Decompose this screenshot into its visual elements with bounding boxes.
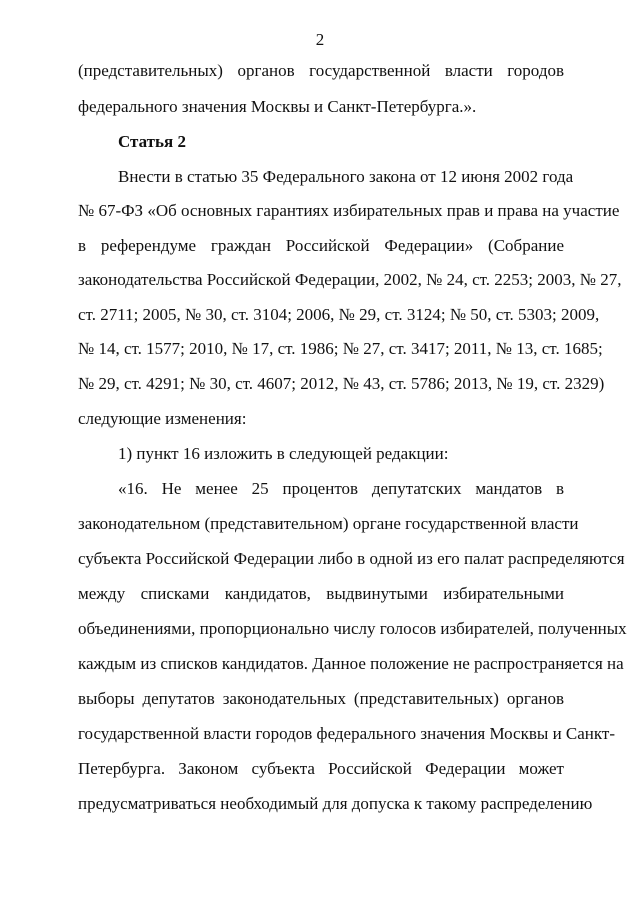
text-line: выборы депутатов законодательных (представительных) органов	[78, 689, 564, 708]
text-line: Петербурга. Законом субъекта Российской Федерации может	[78, 759, 564, 778]
text-line: законодательном (представительном) органе государственной власти	[78, 514, 579, 533]
text-line: ст. 2711; 2005, № 30, ст. 3104; 2006, № 29, ст. 3124; № 50, ст. 5303; 2009,	[78, 305, 600, 324]
text-line: федерального значения Москвы и Санкт-Петербурга.».	[78, 97, 477, 116]
list-item-text: 1) пункт 16 изложить в следующей редакции:	[118, 444, 449, 463]
text-line: «16. Не менее 25 процентов депутатских мандатов в	[118, 479, 564, 498]
text-line: в референдуме граждан Российской Федерации» (Собрание	[78, 236, 564, 255]
article-heading: Статья 2	[118, 132, 186, 151]
text-line: Внести в статью 35 Федерального закона от 12 июня 2002 года	[118, 167, 574, 186]
text-line: предусматриваться необходимый для допуска к такому распределению	[78, 794, 593, 813]
page-number: 2	[315, 30, 325, 49]
text-line: следующие изменения:	[78, 409, 247, 428]
text-line: законодательства Российской Федерации, 2002, № 24, ст. 2253; 2003, № 27,	[78, 270, 622, 289]
text-line: объединениями, пропорционально числу голосов избирателей, полученных	[78, 619, 627, 638]
text-line: между списками кандидатов, выдвинутыми избирательными	[78, 584, 564, 603]
text-line: № 14, ст. 1577; 2010, № 17, ст. 1986; № 27, ст. 3417; 2011, № 13, ст. 1685;	[78, 339, 603, 358]
text-line: № 67-ФЗ «Об основных гарантиях избирательных прав и права на участие	[78, 201, 620, 220]
text-line: каждым из списков кандидатов. Данное положение не распространяется на	[78, 654, 624, 673]
text-line: (представительных) органов государственной власти городов	[78, 61, 564, 80]
text-line: № 29, ст. 4291; № 30, ст. 4607; 2012, № 43, ст. 5786; 2013, № 19, ст. 2329)	[78, 374, 605, 393]
text-line: государственной власти городов федерального значения Москвы и Санкт-	[78, 724, 616, 743]
text-line: субъекта Российской Федерации либо в одной из его палат распределяются	[78, 549, 625, 568]
